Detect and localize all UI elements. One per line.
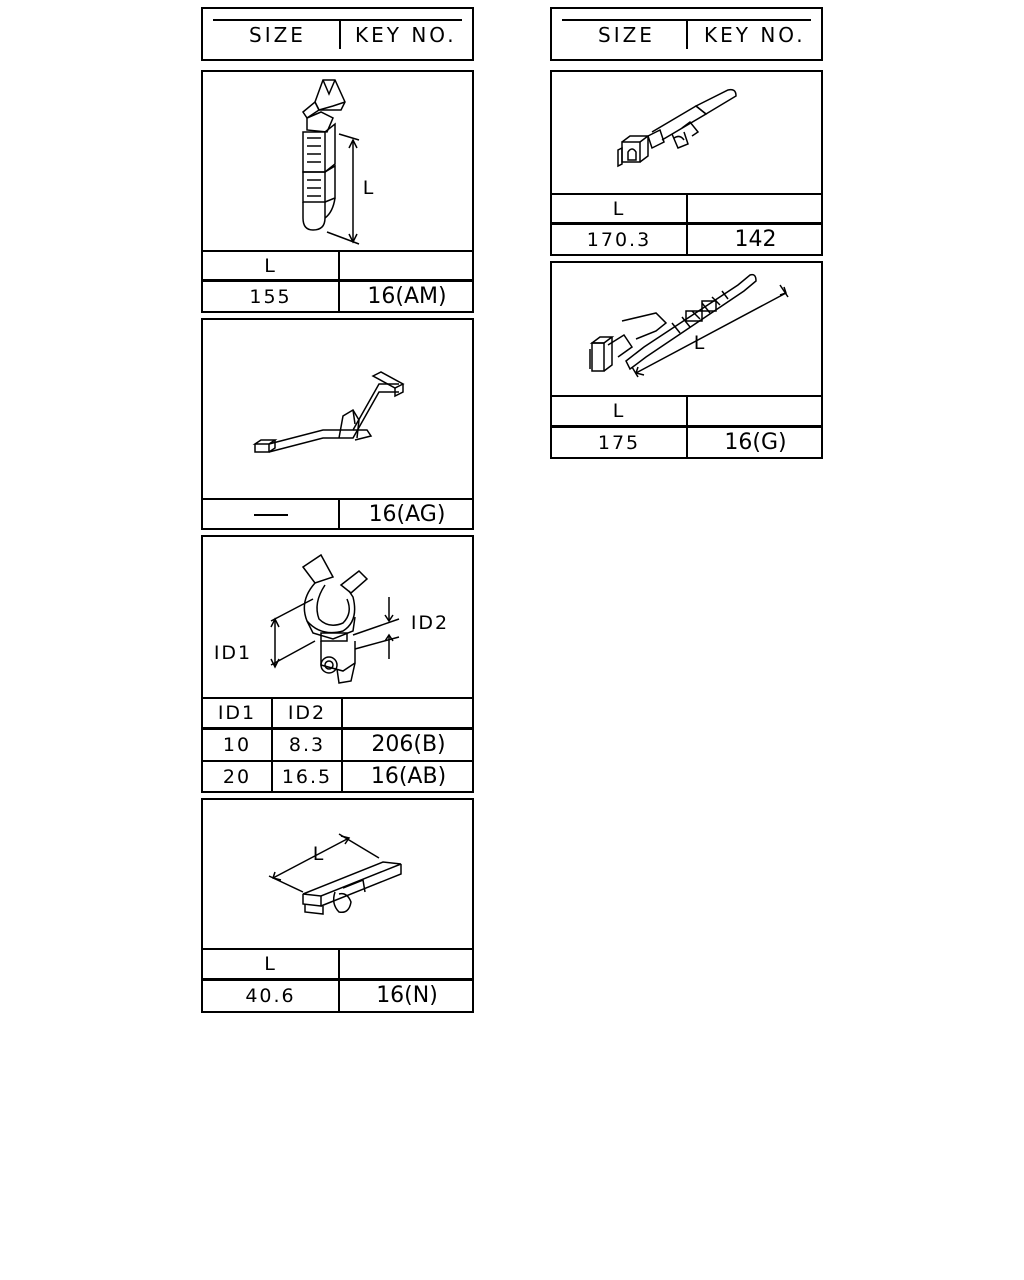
key-number: 16(N) <box>376 983 438 1008</box>
part-card-pipe-clip <box>201 535 474 793</box>
size-value: 175 <box>597 431 641 454</box>
size-value: 40.6 <box>245 984 296 1007</box>
part-card-16n <box>201 798 474 1013</box>
key-no-header-label: KEY NO. <box>704 23 806 47</box>
long-tie-strap-illustration <box>552 263 821 397</box>
id2-value: 16.5 <box>281 765 333 788</box>
size-header-label: SIZE <box>249 23 306 47</box>
key-number: 16(G) <box>724 430 787 455</box>
key-number: 16(AB) <box>370 764 447 789</box>
dimension-label-l: L <box>312 843 326 865</box>
part-card-16g <box>550 261 823 459</box>
header-rule <box>213 19 462 21</box>
id2-value: 8.3 <box>288 733 326 756</box>
header-divider <box>686 21 688 49</box>
id2-column-label: ID2 <box>287 702 327 724</box>
size-column-label: L <box>264 255 277 277</box>
edge-clip-illustration <box>203 800 472 950</box>
size-value: 155 <box>249 285 292 308</box>
dimension-label-l: L <box>362 177 376 199</box>
push-clip-illustration <box>203 72 472 250</box>
key-number: 16(AG) <box>368 502 446 527</box>
size-column-label: L <box>264 953 277 975</box>
key-no-header-label: KEY NO. <box>355 23 457 47</box>
part-card-16am <box>201 70 474 313</box>
dash-mark <box>254 514 288 516</box>
id1-value: 10 <box>222 733 252 756</box>
dimension-label-id1: ID1 <box>213 642 253 664</box>
size-header-label: SIZE <box>598 23 655 47</box>
id1-column-label: ID1 <box>217 702 257 724</box>
header-divider <box>339 21 341 49</box>
id1-value: 20 <box>222 765 252 788</box>
size-column-label: L <box>612 400 626 422</box>
dimension-label-id2: ID2 <box>410 612 450 634</box>
size-value-none <box>203 500 338 529</box>
key-number: 16(AM) <box>367 284 447 309</box>
dimension-label-l: L <box>693 332 707 354</box>
key-number: 206(B) <box>371 732 446 757</box>
part-card-142 <box>550 70 823 256</box>
size-column-label: L <box>612 198 626 220</box>
size-value: 170.3 <box>586 228 652 251</box>
part-card-16ag <box>201 318 474 530</box>
size-key-header-left <box>201 7 474 61</box>
size-key-header-right <box>550 7 823 61</box>
tie-strap-clip-illustration <box>552 72 821 194</box>
key-number: 142 <box>734 227 777 252</box>
band-clip-illustration <box>203 320 472 498</box>
